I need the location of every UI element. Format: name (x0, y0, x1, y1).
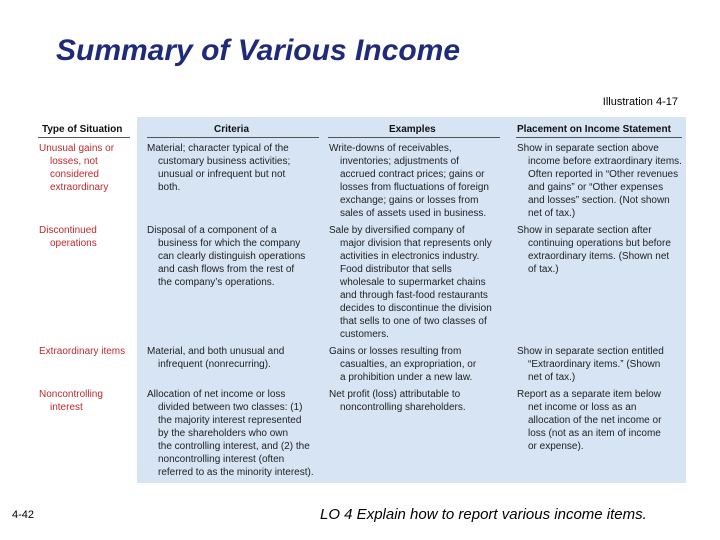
cell-line: loss (not as an item of income (528, 428, 661, 439)
cell-line: major division that represents only (340, 238, 492, 249)
cell-line: net income or loss as an (528, 402, 637, 413)
cell-line: can clearly distinguish operations (158, 251, 306, 262)
cell-line: income before extraordinary items. (528, 156, 682, 167)
cell-line: extraordinary items. (Shown net (528, 251, 670, 262)
cell-line: casualties, an expropriation, or (340, 359, 477, 370)
cell-placement (517, 142, 682, 220)
cell-line: Disposal of a component of a (147, 225, 277, 236)
cell-line: operations (50, 238, 97, 249)
header-placement: Placement on Income Statement (517, 124, 671, 135)
cell-line: noncontrolling interest (often (158, 454, 285, 465)
cell-examples (329, 388, 466, 414)
cell-situation (39, 142, 114, 194)
cell-line: net of tax.) (528, 372, 576, 383)
cell-line: referred to as the minority interest). (158, 467, 314, 478)
cell-criteria (147, 345, 284, 371)
cell-situation (39, 224, 97, 250)
cell-line: considered (50, 169, 99, 180)
cell-line: accrued contract prices; gains or (340, 169, 485, 180)
cell-line: losses from fluctuations of foreign (340, 182, 489, 193)
cell-line: inventories; adjustments of (340, 156, 459, 167)
cell-line: losses, not (50, 156, 98, 167)
cell-line: noncontrolling shareholders. (340, 402, 466, 413)
cell-line: Show in separate section after (517, 225, 652, 236)
cell-line: decides to discontinue the division (340, 303, 492, 314)
header-examples: Examples (389, 124, 436, 135)
cell-placement (517, 388, 661, 453)
cell-line: Sale by diversified company of (329, 225, 465, 236)
cell-line: allocation of the net income or (528, 415, 662, 426)
cell-line: the controlling interest, and (2) the (158, 441, 310, 452)
cell-line: and through fast-food restaurants (340, 290, 488, 301)
cell-examples (329, 142, 489, 220)
cell-line: infrequent (nonrecurring). (158, 359, 271, 370)
cell-line: Allocation of net income or loss (147, 389, 286, 400)
cell-examples (329, 224, 492, 341)
cell-line: Material; character typical of the (147, 143, 289, 154)
cell-line: Show in separate section above (517, 143, 659, 154)
cell-line: a prohibition under a new law. (340, 372, 473, 383)
illustration-label: Illustration 4-17 (602, 96, 678, 108)
page-number: 4-42 (12, 509, 35, 521)
header-divider-criteria (147, 137, 319, 138)
cell-line: Material, and both unusual and (147, 346, 285, 357)
cell-situation (39, 345, 125, 358)
slide-title: Summary of Various Income (56, 34, 461, 67)
cell-line: Unusual gains or (39, 143, 115, 154)
cell-line: by the shareholders who own (158, 428, 289, 439)
cell-line: interest (50, 402, 83, 413)
cell-line: sales of assets used in business. (340, 208, 487, 219)
cell-placement (517, 345, 664, 384)
cell-line: Extraordinary items (39, 346, 126, 357)
cell-line: of tax.) (528, 264, 559, 275)
cell-line: or expense). (528, 441, 584, 452)
cell-line: and losses” section. (Not shown (528, 195, 670, 206)
cell-line: customers. (340, 329, 389, 340)
header-type-of-situation: Type of Situation (42, 124, 123, 135)
cell-line: unusual or infrequent but not (158, 169, 286, 180)
cell-line: Show in separate section entitled (517, 346, 664, 357)
cell-line: and cash flows from the rest of (158, 264, 295, 275)
learning-objective-footer: LO 4 Explain how to report various income items. (320, 506, 647, 523)
cell-line: Write-downs of receivables, (329, 143, 452, 154)
cell-situation (39, 388, 103, 414)
cell-line: Discontinued (39, 225, 97, 236)
cell-line: continuing operations but before (528, 238, 671, 249)
header-divider-examples (328, 137, 500, 138)
cell-line: Often reported in “Other revenues (528, 169, 679, 180)
cell-criteria (147, 388, 314, 479)
header-divider-situation (38, 137, 130, 138)
cell-line: extraordinary (50, 182, 109, 193)
header-criteria: Criteria (214, 124, 250, 135)
cell-line: Gains or losses resulting from (329, 346, 462, 357)
cell-line: both. (158, 182, 181, 193)
cell-line: wholesale to supermarket chains (340, 277, 486, 288)
cell-line: customary business activities; (158, 156, 291, 167)
cell-line: divided between two classes: (1) (158, 402, 303, 413)
cell-line: the company’s operations. (158, 277, 275, 288)
cell-line: Food distributor that sells (340, 264, 452, 275)
cell-line: Net profit (loss) attributable to (329, 389, 461, 400)
cell-line: “Extraordinary items.” (Shown (528, 359, 661, 370)
cell-criteria (147, 224, 305, 289)
cell-line: net of tax.) (528, 208, 576, 219)
cell-examples (329, 345, 476, 384)
cell-line: activities in electronics industry. (340, 251, 480, 262)
cell-line: business for which the company (158, 238, 301, 249)
cell-line: the majority interest represented (158, 415, 302, 426)
cell-line: Noncontrolling (39, 389, 103, 400)
cell-line: exchange; gains or losses from (340, 195, 479, 206)
cell-line: and gains” or “Other expenses (528, 182, 664, 193)
cell-line: Report as a separate item below (517, 389, 661, 400)
cell-placement (517, 224, 671, 276)
cell-criteria (147, 142, 290, 194)
header-divider-placement (516, 137, 682, 138)
cell-line: that sells to one of two classes of (340, 316, 487, 327)
